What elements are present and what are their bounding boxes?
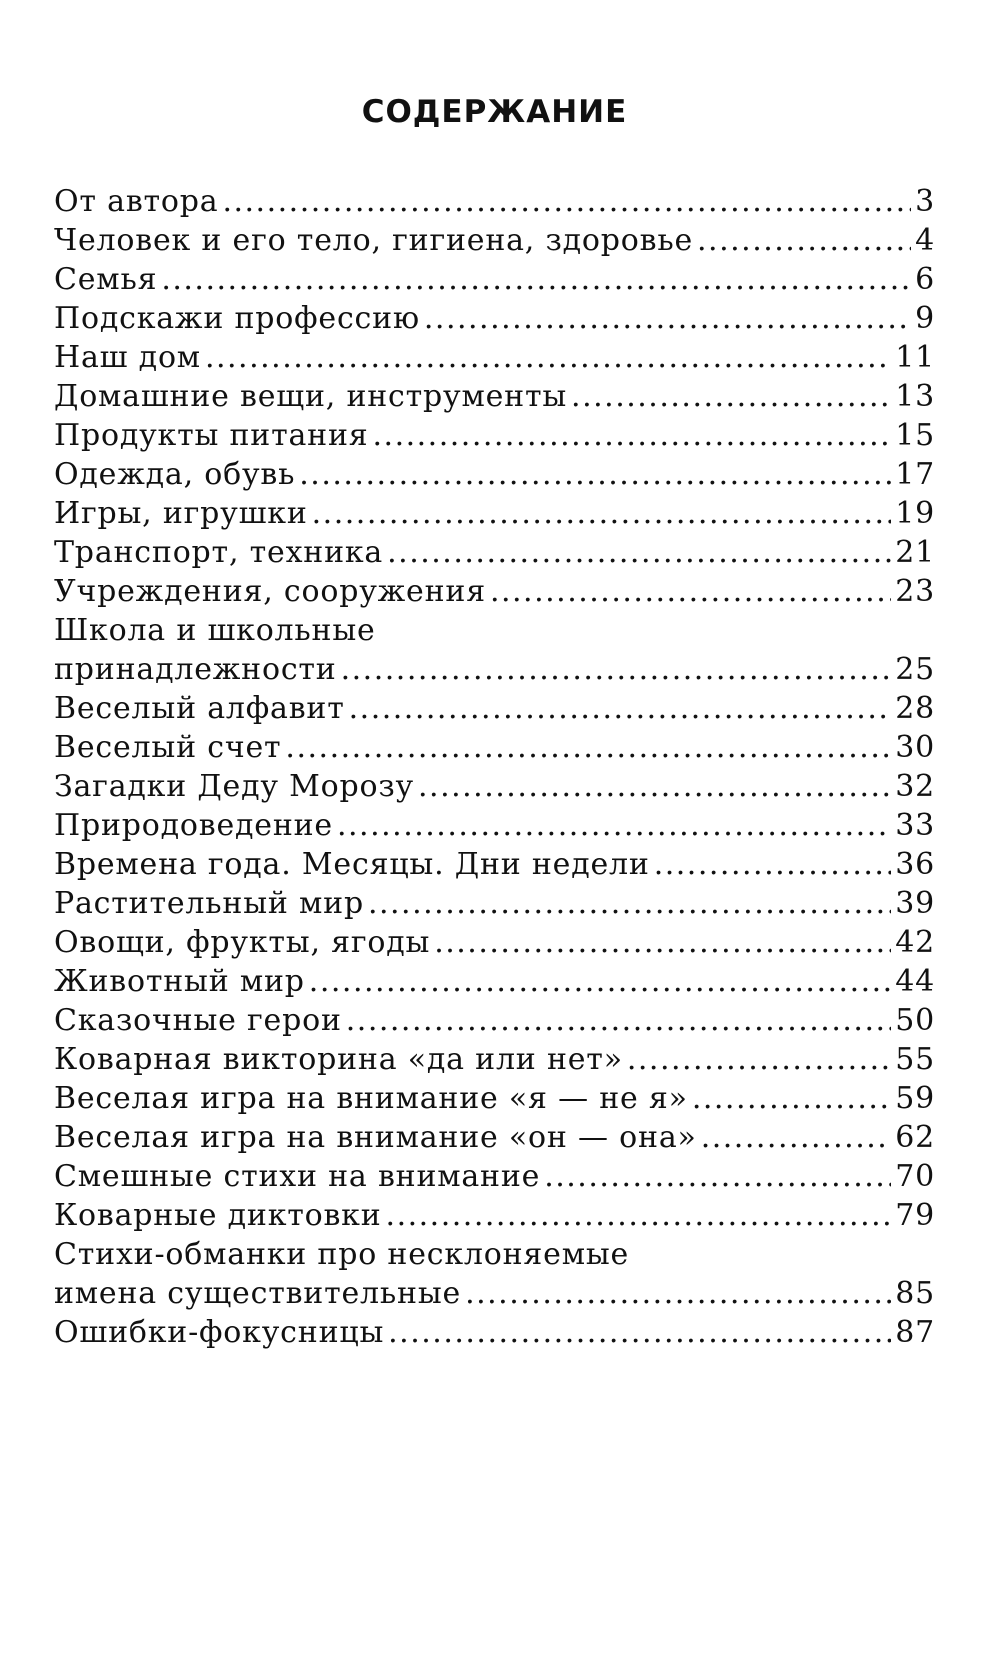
toc-page-number: 79	[895, 1198, 935, 1233]
toc-entry-title: Человек и его тело, гигиена, здоровье	[54, 223, 694, 258]
toc-leader-dots	[424, 299, 911, 338]
toc-entry-title: Коварная викторина «да или нет»	[54, 1042, 623, 1077]
toc-leader-dots	[337, 806, 891, 845]
toc-page-number: 13	[895, 379, 935, 414]
toc-page-number: 50	[895, 1003, 935, 1038]
toc-entry	[54, 416, 935, 455]
toc-leader-dots	[373, 416, 892, 455]
toc-entry	[54, 533, 935, 572]
toc-page-number: 23	[895, 574, 935, 609]
toc-entry-title: От автора	[54, 184, 219, 219]
toc-entry-title: Наш дом	[54, 340, 201, 375]
toc-page-number: 21	[895, 535, 935, 570]
toc-leader-dots	[368, 884, 891, 923]
toc-entry	[54, 767, 935, 806]
toc-leader-dots	[299, 455, 891, 494]
toc-leader-dots	[388, 1313, 891, 1352]
toc-entry-title: принадлежности	[54, 652, 337, 687]
toc-entry-title: Природоведение	[54, 808, 333, 843]
toc-leader-dots	[222, 182, 911, 221]
toc-page-number: 32	[895, 769, 935, 804]
toc-entry	[54, 1196, 935, 1235]
toc-page-number: 44	[895, 964, 935, 999]
toc-leader-dots	[654, 845, 892, 884]
toc-entry	[54, 494, 935, 533]
toc-page-number: 6	[915, 262, 935, 297]
toc-entry-title: Учреждения, сооружения	[54, 574, 486, 609]
toc-entry-title: Школа и школьные	[54, 613, 376, 648]
toc-entry	[54, 806, 935, 845]
toc-entry	[54, 1157, 935, 1196]
toc-leader-dots	[701, 1118, 892, 1157]
toc-leader-dots	[490, 572, 891, 611]
toc-entry-title: Игры, игрушки	[54, 496, 308, 531]
toc-entry	[54, 1040, 935, 1079]
toc-entry-title: Домашние вещи, инструменты	[54, 379, 568, 414]
toc-entry-title: Одежда, обувь	[54, 457, 296, 492]
toc-page-number: 11	[895, 340, 935, 375]
toc-page-number: 19	[895, 496, 935, 531]
toc-page-number: 33	[895, 808, 935, 843]
toc-entry	[54, 1118, 935, 1157]
toc-page-number: 85	[895, 1276, 935, 1311]
toc-page-number: 28	[895, 691, 935, 726]
toc-entry	[54, 1274, 935, 1313]
toc-entry	[54, 845, 935, 884]
toc-entry-title: Ошибки-фокусницы	[54, 1315, 385, 1350]
toc-entry-title: Семья	[54, 262, 158, 297]
toc-leader-dots	[465, 1274, 891, 1313]
toc-entry-title: Веселый алфавит	[54, 691, 345, 726]
toc-entry-title: Подскажи профессию	[54, 301, 420, 336]
toc-entry	[54, 299, 935, 338]
toc-page-number: 42	[895, 925, 935, 960]
toc-page-number: 36	[895, 847, 935, 882]
toc-page-number: 30	[895, 730, 935, 765]
toc-entry	[54, 884, 935, 923]
toc-leader-dots	[697, 221, 911, 260]
toc-page-number: 39	[895, 886, 935, 921]
toc-entry	[54, 728, 935, 767]
toc-entry-title: Веселая игра на внимание «он — она»	[54, 1120, 697, 1155]
toc-leader-dots	[205, 338, 891, 377]
toc-entry-title: Загадки Деду Морозу	[54, 769, 414, 804]
toc-page-number: 87	[895, 1315, 935, 1350]
toc-leader-dots	[309, 962, 891, 1001]
toc-entry-title: Продукты питания	[54, 418, 369, 453]
toc-entry-title: Времена года. Месяцы. Дни недели	[54, 847, 650, 882]
toc-leader-dots	[161, 260, 911, 299]
toc-entry	[54, 1079, 935, 1118]
toc-entry-title: Транспорт, техника	[54, 535, 384, 570]
toc-entry	[54, 260, 935, 299]
toc-entry	[54, 338, 935, 377]
toc-leader-dots	[386, 1196, 892, 1235]
toc-leader-dots	[418, 767, 891, 806]
toc-leader-dots	[341, 650, 892, 689]
toc-entry	[54, 689, 935, 728]
toc-page-number: 4	[915, 223, 935, 258]
toc-entry	[54, 1001, 935, 1040]
toc-entry	[54, 1235, 935, 1274]
toc-entry	[54, 650, 935, 689]
toc-page-number: 3	[915, 184, 935, 219]
toc-page-number: 9	[915, 301, 935, 336]
toc-leader-dots	[571, 377, 891, 416]
toc-leader-dots	[349, 689, 892, 728]
toc-page-number: 15	[895, 418, 935, 453]
toc-entry-title: Коварные диктовки	[54, 1198, 382, 1233]
table-of-contents	[54, 182, 935, 1352]
toc-leader-dots	[346, 1001, 891, 1040]
toc-page-number: 55	[895, 1042, 935, 1077]
toc-entry-title: Веселая игра на внимание «я — не я»	[54, 1081, 688, 1116]
toc-entry-title: Животный мир	[54, 964, 305, 999]
toc-entry-title: Стихи-обманки про несклоняемые	[54, 1237, 630, 1272]
toc-leader-dots	[285, 728, 891, 767]
toc-entry-title: Овощи, фрукты, ягоды	[54, 925, 431, 960]
toc-entry	[54, 611, 935, 650]
toc-entry	[54, 221, 935, 260]
toc-entry-title: Сказочные герои	[54, 1003, 342, 1038]
toc-entry	[54, 923, 935, 962]
toc-page-number: 62	[895, 1120, 935, 1155]
toc-entry	[54, 1313, 935, 1352]
toc-page-number: 25	[895, 652, 935, 687]
toc-leader-dots	[544, 1157, 891, 1196]
toc-entry	[54, 182, 935, 221]
toc-leader-dots	[692, 1079, 891, 1118]
toc-leader-dots	[387, 533, 891, 572]
toc-entry-title: имена существительные	[54, 1276, 462, 1311]
toc-leader-dots	[627, 1040, 891, 1079]
toc-page-number: 17	[895, 457, 935, 492]
toc-page-number: 70	[895, 1159, 935, 1194]
toc-entry-title: Веселый счет	[54, 730, 282, 765]
toc-entry	[54, 572, 935, 611]
toc-leader-dots	[312, 494, 892, 533]
toc-entry	[54, 962, 935, 1001]
toc-page-number: 59	[895, 1081, 935, 1116]
toc-leader-dots	[434, 923, 891, 962]
page-title: СОДЕРЖАНИЕ	[361, 94, 628, 130]
toc-entry-title: Растительный мир	[54, 886, 364, 921]
toc-entry-title: Смешные стихи на внимание	[54, 1159, 541, 1194]
toc-entry	[54, 377, 935, 416]
toc-entry	[54, 455, 935, 494]
